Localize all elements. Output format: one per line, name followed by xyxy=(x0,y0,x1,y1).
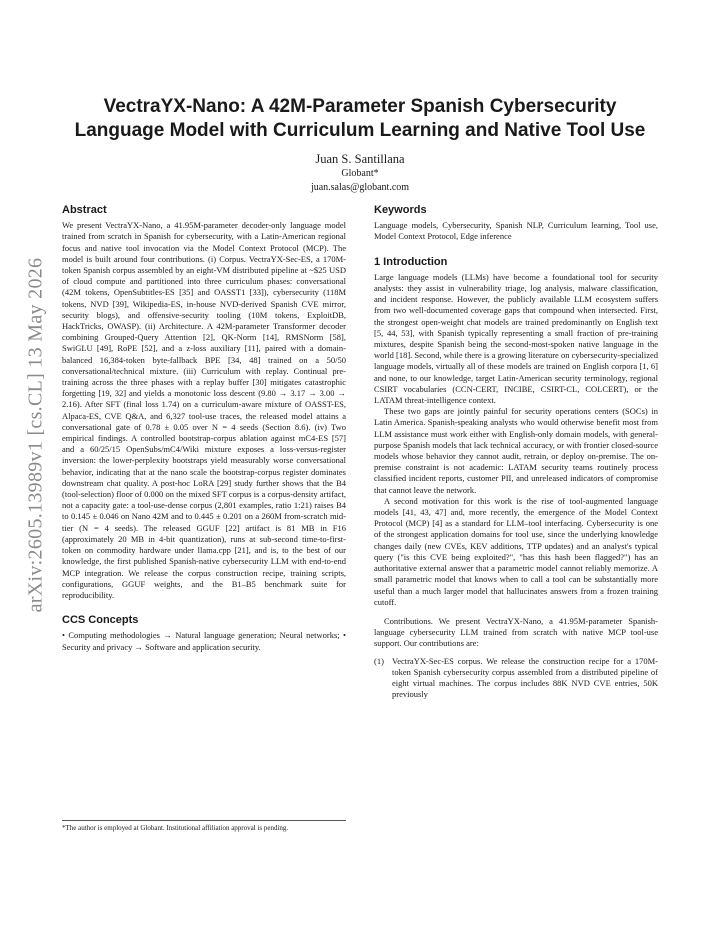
intro-heading: 1 Introduction xyxy=(374,255,448,268)
contribution-text: VectraYX-Sec-ES corpus. We release the construction recipe for a 170M-token Spanish cybersecurity corpus assembled from a distributed pipeline of eight virtual machines. The corpus includes 88K NVD CVE entries, 50K previously xyxy=(392,655,658,700)
contribution-number: (1) xyxy=(374,655,384,666)
ccs-heading: CCS Concepts xyxy=(62,614,139,627)
contributions-list xyxy=(374,656,658,701)
intro-paragraph-2: These two gaps are jointly painful for security operations centers (SOCs) in Latin America. Spanish-speaking analysts who would otherwise benefit most from LLM assistance must work either with English-only domain models, with general-purpose Spanish models that lack technical accuracy, or with frontier closed-source models whose behavior they cannot audit, retrain, or deploy on-premise. The on-premise constraint is not academic: LATAM security teams routinely process classified incident reports, customer PII, and unreleased indicators of compromise that cannot leave the network. xyxy=(374,406,658,495)
left-column xyxy=(62,205,346,653)
right-column xyxy=(374,205,658,700)
keywords-heading: Keywords xyxy=(374,204,427,216)
abstract-heading: Abstract xyxy=(62,204,107,216)
author-email[interactable]: juan.salas@globant.com xyxy=(310,182,410,193)
intro-paragraph-3: A second motivation for this work is the rise of tool-augmented language models [41, 43, 47] and, more recently, the emergence of the Model Context Protocol (MCP) [4] as a standard for LLM–tool interfacing. Cybersecurity is one of the strongest application domains for tool use, since the underlying knowledge changes daily (new CVEs, KEV additions, TTP updates) and an analyst's typical query ("is this CVE being exploited?", "has this hash been flagged?") has an authoritative external answer that a parametric model cannot reliably memorize. A small parametric model that knows when to call a tool can be substantially more useful than a much larger model that hallucinates answers from a frozen training cutoff. xyxy=(374,495,658,607)
abstract-text: We present VectraYX-Nano, a 41.95M-parameter decoder-only language model trained from scratch in Spanish for cybersecurity, with a Latin-American regional focus and native tool invocation via the Model Context Protocol (MCP). The model is built around four contributions. (i) Corpus. VectraYX-Sec-ES, a 170M-token Spanish corpus assembled by an eight-VM distributed pipeline at ~$25 USD of cloud compute and partitioned into three curriculum phases: conversational (42M tokens, OpenSubtitles-ES [35] and OASST1 [33]), cybersecurity (118M tokens, NVD [39], Wikipedia-ES, in-house NVD-derived Spanish CVE mirror, security blogs), and offensive-security tooling (10M tokens, ExploitDB, HackTricks, OWASP). (ii) Architecture. A 42M-parameter Transformer decoder combining Grouped-Query Attention [2], QK-Norm [14], RMSNorm [58], SwiGLU [49], RoPE [52], and a z-loss auxiliary [11], paired with a domain-balanced 16,384-token byte-fallback BPE [34, 48] trained on a 50/50 conversational/technical mixture. (iii) Curriculum with replay. Continual pre-training across the three phases with a replay buffer [30] mitigates catastrophic forgetting [19, 32] and yields a monotonic loss descent (9.80 → 3.17 → 3.00 → 2.16). After SFT (final loss 1.74) on a curriculum-aware mixture of OASST-ES, Alpaca-ES, CVE Q&A, and 6,327 tool-use traces, the released model attains a conversational gate of 0.78 ± 0.05 over N = 4 seeds (Section 8.6). (iv) Two empirical findings. A controlled bootstrap-corpus ablation against mC4-ES [57] and a 60/25/15 OpenSubs/mC4/Wiki mixture exposes a loss-versus-register inversion: the lower-perplexity bootstraps yield measurably worse conversational behavior, indicating that at the nano scale the bootstrap-corpus register dominates downstream chat quality. A post-hoc LoRA [29] study further shows that the B4 (tool-selection) floor of 0.000 on the mixed SFT corpus is a corpus-density artifact, not a capacity gate: a tool-use-dense corpus (2,801 examples, ratio 1:21) raises B4 to 0.145 ± 0.046 on Nano 42M and to 0.445 ± 0.201 on a 260M from-scratch mid-tier (N = 4 seeds). The released GGUF [22] artifact is 81 MB in F16 (approximately 20 MB in 4-bit quantization), runs at sub-second time-to-first-token on commodity hardware under llama.cpp [21], and is, to the best of our knowledge, the first published Spanish-native cybersecurity LLM with end-to-end MCP integration. We release the corpus construction recipe, training scripts, configurations, GGUF weights, and the B1–B5 benchmark suite for reproducibility. xyxy=(62,220,346,600)
author-name: Juan S. Santillana xyxy=(315,152,405,166)
paper-title: VectraYX-Nano: A 42M-Parameter Spanish Cybersecurity Language Model with Curriculum Learning and Native Tool Use xyxy=(74,96,646,141)
arxiv-id: arXiv:2605.13989v1 [cs.CL] 13 May 2026 xyxy=(24,257,47,613)
footnote: *The author is employed at Globant. Institutional affiliation approval is pending. xyxy=(62,820,346,833)
arxiv-watermark xyxy=(18,250,54,620)
keywords-text: Language models, Cybersecurity, Spanish NLP, Curriculum learning, Tool use, Model Context Protocol, Edge inference xyxy=(374,220,658,242)
intro-paragraph-1: Large language models (LLMs) have become a foundational tool for security analysts: they assist in vulnerability triage, log analysis, malware classification, and incident response. However, the publicly available LLM ecosystem suffers from two well-documented coverage gaps that compound when intersected. First, the strongest open-weight chat models are trained predominantly on English text [5, 44, 53], with Spanish typically representing a small fraction of pre-training mixtures, despite Spanish being the second-most-spoken native language in the world [18]. Second, while there is a growing literature on cybersecurity-specialized language models, virtually all of these models are trained on English corpora [1, 6] and none, to our knowledge, target Latin-American security terminology, regional CSIRT vocabularies (CCN-CERT, INCIBE, CSIRT-CL, COLCERT), or the LATAM threat-intelligence context. xyxy=(374,271,658,406)
contributions-paragraph: Contributions. We present VectraYX-Nano, a 41.95M-parameter Spanish-language cybersecurity LLM trained from scratch with native MCP tool-use support. Our contributions are: xyxy=(374,615,658,649)
ccs-text: • Computing methodologies → Natural language generation; Neural networks; • Security and privacy → Software and application security. xyxy=(62,630,346,652)
contribution-item xyxy=(374,656,658,701)
author-affiliation: Globant* xyxy=(341,168,379,179)
